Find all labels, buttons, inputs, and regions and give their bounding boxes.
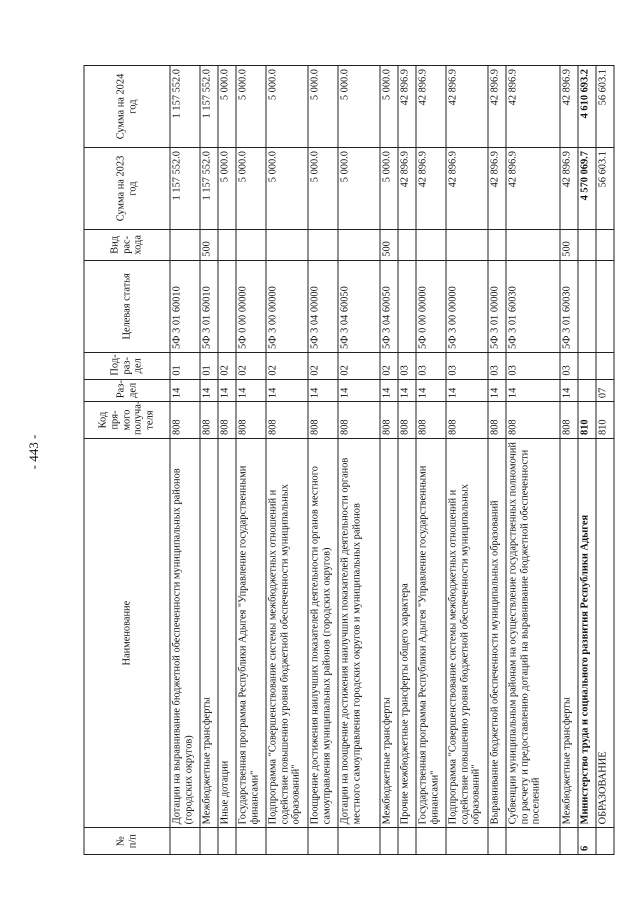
cell-sum-2023: 5 000.0 (338, 148, 380, 230)
cell-podrazdel: 01 (170, 352, 200, 379)
table-row (200, 66, 218, 855)
cell-sum-2023: 42 896.9 (506, 148, 560, 230)
table-row (560, 66, 578, 855)
cell-podrazdel: 02 (266, 352, 308, 379)
table-row (398, 66, 416, 855)
cell-glav: 808 (200, 402, 218, 439)
cell-vid (218, 229, 236, 260)
cell-name: Министерство труда и социального развития Республики Адыгея (578, 438, 596, 827)
cell-podrazdel: 02 (308, 352, 338, 379)
cell-razdel: 14 (446, 379, 488, 402)
cell-podrazdel: 03 (398, 352, 416, 379)
cell-num (560, 828, 578, 855)
cell-statya: 5Ф 0 00 00000 (236, 260, 266, 352)
cell-name: Прочие межбюджетные трансферты общего характера (398, 438, 416, 827)
cell-name: Государственная программа Республики Адыгея "Управление государственными финансами" (236, 438, 266, 827)
cell-podrazdel: 02 (236, 352, 266, 379)
cell-name: Государственная программа Республики Адыгея "Управление государственными финансами" (416, 438, 446, 827)
cell-vid (170, 229, 200, 260)
header-num: № п/п (84, 828, 170, 855)
cell-statya: 5Ф 3 01 60010 (200, 260, 218, 352)
cell-sum-2024: 1 157 552.0 (170, 66, 200, 148)
cell-name: Подпрограмма "Совершенствование системы межбюджетных отношений и содействие повышению уровня бюджетной обеспеченности муниципальных образований" (266, 438, 308, 827)
cell-glav: 810 (578, 402, 596, 439)
cell-sum-2024: 5 000.0 (266, 66, 308, 148)
cell-num (170, 828, 200, 855)
cell-glav: 808 (218, 402, 236, 439)
cell-razdel: 14 (308, 379, 338, 402)
cell-name: Межбюджетные трансферты (560, 438, 578, 827)
cell-glav: 808 (170, 402, 200, 439)
cell-razdel: 07 (596, 379, 614, 402)
cell-sum-2023: 42 896.9 (398, 148, 416, 230)
cell-sum-2023: 56 603.1 (596, 148, 614, 230)
cell-sum-2024: 56 603.1 (596, 66, 614, 148)
cell-glav: 810 (596, 402, 614, 439)
cell-glav: 808 (488, 402, 506, 439)
cell-glav: 808 (398, 402, 416, 439)
cell-razdel: 14 (416, 379, 446, 402)
cell-podrazdel: 03 (416, 352, 446, 379)
cell-razdel: 14 (488, 379, 506, 402)
table-body (170, 66, 614, 855)
cell-num (398, 828, 416, 855)
cell-sum-2024: 42 896.9 (416, 66, 446, 148)
cell-name: Подпрограмма "Совершенствование системы межбюджетных отношений и содействие повышению уровня бюджетной обеспеченности муниципальных образований" (446, 438, 488, 827)
cell-statya: 5Ф 3 01 00000 (488, 260, 506, 352)
table-row (596, 66, 614, 855)
cell-sum-2024: 42 896.9 (446, 66, 488, 148)
header-name: Наименование (84, 438, 170, 827)
cell-razdel: 14 (218, 379, 236, 402)
cell-name: Межбюджетные трансферты (200, 438, 218, 827)
cell-sum-2023: 5 000.0 (308, 148, 338, 230)
header-statya: Целевая статья (84, 260, 170, 352)
cell-num (338, 828, 380, 855)
cell-sum-2023: 4 570 069.7 (578, 148, 596, 230)
cell-num (446, 828, 488, 855)
cell-vid (446, 229, 488, 260)
cell-glav: 808 (506, 402, 560, 439)
cell-sum-2023: 5 000.0 (218, 148, 236, 230)
cell-statya: 5Ф 3 01 60030 (506, 260, 560, 352)
cell-podrazdel: 01 (200, 352, 218, 379)
cell-razdel: 14 (506, 379, 560, 402)
cell-razdel: 14 (398, 379, 416, 402)
table-row-ministry (578, 66, 596, 855)
cell-razdel: 14 (266, 379, 308, 402)
table-row (170, 66, 200, 855)
cell-vid (596, 229, 614, 260)
cell-vid: 500 (380, 229, 398, 260)
cell-glav: 808 (266, 402, 308, 439)
cell-num: 6 (578, 828, 596, 855)
cell-podrazdel: 03 (560, 352, 578, 379)
cell-num (266, 828, 308, 855)
cell-vid (398, 229, 416, 260)
cell-sum-2024: 5 000.0 (218, 66, 236, 148)
cell-name: Субвенции муниципальным районам на осуществление государственных полномочий по расчету и предоставлению дотаций на выравнивание бюджетной обеспеченности поселений (506, 438, 560, 827)
cell-sum-2024: 5 000.0 (338, 66, 380, 148)
cell-sum-2024: 1 157 552.0 (200, 66, 218, 148)
header-podrazdel: Под- раз- дел (84, 352, 170, 379)
cell-sum-2024: 5 000.0 (236, 66, 266, 148)
cell-statya: 5Ф 3 01 60010 (170, 260, 200, 352)
header-glav: Код пря- мого получа- теля (84, 402, 170, 439)
cell-sum-2023: 42 896.9 (416, 148, 446, 230)
cell-sum-2023: 42 896.9 (560, 148, 578, 230)
header-sum-2023: Сумма на 2023 год (84, 148, 170, 230)
cell-razdel: 14 (380, 379, 398, 402)
table-row (446, 66, 488, 855)
cell-num (596, 828, 614, 855)
table-row (218, 66, 236, 855)
cell-statya (596, 260, 614, 352)
budget-table (84, 65, 615, 855)
cell-razdel (578, 379, 596, 402)
cell-statya: 5Ф 0 00 00000 (416, 260, 446, 352)
cell-statya: 5Ф 3 04 60050 (380, 260, 398, 352)
cell-num (308, 828, 338, 855)
cell-num (416, 828, 446, 855)
cell-sum-2024: 42 896.9 (560, 66, 578, 148)
table-row (380, 66, 398, 855)
rotated-table-container (84, 65, 609, 855)
cell-vid (578, 229, 596, 260)
cell-podrazdel: 02 (338, 352, 380, 379)
cell-razdel: 14 (560, 379, 578, 402)
cell-glav: 808 (560, 402, 578, 439)
cell-statya: 5Ф 3 00 00000 (266, 260, 308, 352)
cell-glav: 808 (236, 402, 266, 439)
cell-vid: 500 (560, 229, 578, 260)
cell-sum-2024: 5 000.0 (380, 66, 398, 148)
cell-glav: 808 (380, 402, 398, 439)
cell-glav: 808 (416, 402, 446, 439)
cell-vid (266, 229, 308, 260)
cell-name: Дотации на выравнивание бюджетной обеспеченности муниципальных районов (городских округов) (170, 438, 200, 827)
table-row (488, 66, 506, 855)
cell-sum-2023: 42 896.9 (446, 148, 488, 230)
cell-statya (398, 260, 416, 352)
cell-razdel: 14 (338, 379, 380, 402)
cell-name: ОБРАЗОВАНИЕ (596, 438, 614, 827)
cell-glav: 808 (308, 402, 338, 439)
cell-podrazdel: 03 (506, 352, 560, 379)
cell-podrazdel: 03 (488, 352, 506, 379)
cell-vid (338, 229, 380, 260)
cell-podrazdel: 03 (446, 352, 488, 379)
cell-vid (236, 229, 266, 260)
table-row (338, 66, 380, 855)
header-sum-2024: Сумма на 2024 год (84, 66, 170, 148)
table-row (308, 66, 338, 855)
cell-sum-2023: 1 157 552.0 (200, 148, 218, 230)
cell-num (488, 828, 506, 855)
cell-sum-2024: 42 896.9 (488, 66, 506, 148)
cell-name: Межбюджетные трансферты (380, 438, 398, 827)
cell-podrazdel (596, 352, 614, 379)
cell-sum-2024: 4 610 693.2 (578, 66, 596, 148)
cell-razdel: 14 (236, 379, 266, 402)
cell-num (506, 828, 560, 855)
cell-sum-2023: 5 000.0 (380, 148, 398, 230)
header-vid: Вид рас- хода (84, 229, 170, 260)
cell-glav: 808 (446, 402, 488, 439)
cell-statya: 5Ф 3 00 00000 (446, 260, 488, 352)
page-number: - 443 - (26, 434, 41, 470)
cell-name: Поощрение достижения наилучших показателей деятельности органов местного самоуправления муниципальных районов (городских округов) (308, 438, 338, 827)
cell-num (380, 828, 398, 855)
cell-sum-2023: 5 000.0 (236, 148, 266, 230)
header-razdel: Раз- дел (84, 379, 170, 402)
cell-podrazdel (578, 352, 596, 379)
cell-vid: 500 (200, 229, 218, 260)
cell-num (218, 828, 236, 855)
cell-sum-2023: 5 000.0 (266, 148, 308, 230)
cell-num (236, 828, 266, 855)
cell-num (200, 828, 218, 855)
cell-vid (308, 229, 338, 260)
cell-vid (488, 229, 506, 260)
cell-podrazdel: 02 (380, 352, 398, 379)
cell-sum-2023: 42 896.9 (488, 148, 506, 230)
cell-vid (506, 229, 560, 260)
table-header (84, 66, 170, 855)
table-row (416, 66, 446, 855)
cell-sum-2024: 5 000.0 (308, 66, 338, 148)
cell-podrazdel: 02 (218, 352, 236, 379)
table-row (506, 66, 560, 855)
cell-statya: 5Ф 3 04 60050 (338, 260, 380, 352)
cell-statya: 5Ф 3 01 60030 (560, 260, 578, 352)
cell-razdel: 14 (170, 379, 200, 402)
cell-glav: 808 (338, 402, 380, 439)
cell-name: Выравнивание бюджетной обеспеченности муниципальных образований (488, 438, 506, 827)
cell-sum-2024: 42 896.9 (506, 66, 560, 148)
cell-statya (218, 260, 236, 352)
cell-statya: 5Ф 3 04 00000 (308, 260, 338, 352)
cell-sum-2024: 42 896.9 (398, 66, 416, 148)
cell-razdel: 14 (200, 379, 218, 402)
table-row (236, 66, 266, 855)
cell-statya (578, 260, 596, 352)
table-row (266, 66, 308, 855)
cell-vid (416, 229, 446, 260)
cell-sum-2023: 1 157 552.0 (170, 148, 200, 230)
cell-name: Дотации на поощрение достижения наилучших показателей деятельности органов местного самоуправления городских округов и муниципальных районов (338, 438, 380, 827)
cell-name: Иные дотации (218, 438, 236, 827)
